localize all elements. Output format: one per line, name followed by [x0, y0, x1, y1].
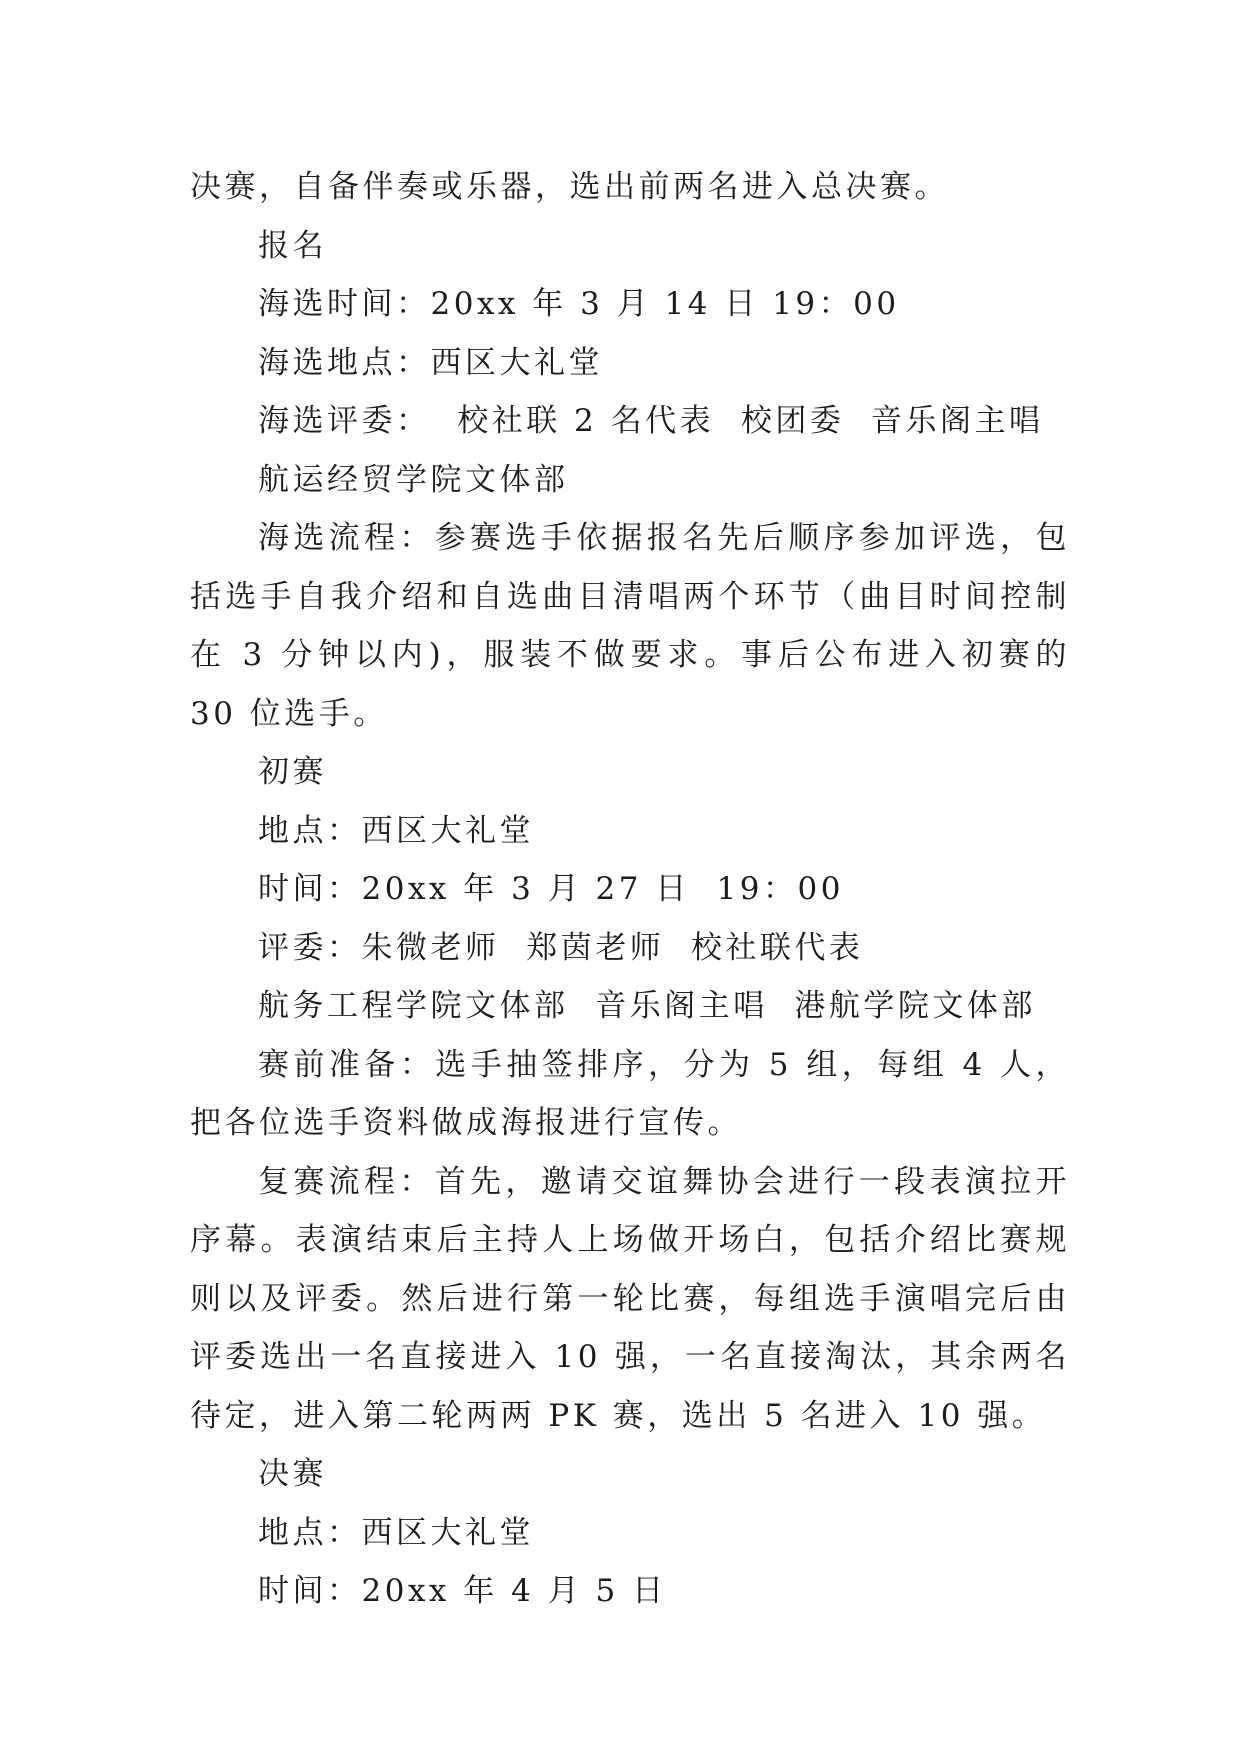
audition-judges-continued: 航运经贸学院文体部	[258, 461, 569, 498]
preliminary-judges-continued: 航务工程学院文体部 音乐阁主唱 港航学院文体部	[258, 988, 1036, 1024]
preliminary-location: 地点：西区大礼堂	[258, 812, 534, 849]
heading-registration: 报名	[258, 227, 327, 264]
paragraph-final-intro: 决赛，自备伴奏或乐器，选出前两名进入总决赛。	[190, 169, 949, 205]
preliminary-judges: 评委：朱微老师 郑茵老师 校社联代表	[258, 929, 864, 966]
final-time: 时间：20xx 年 4 月 5 日	[258, 1573, 667, 1609]
preliminary-preparation: 赛前准备：选手抽签排序，分为 5 组，每组 4 人，把各位选手资料做成海报进行宣传。	[190, 1046, 1070, 1141]
audition-location: 海选地点：西区大礼堂	[258, 344, 603, 381]
semifinal-process: 复赛流程：首先，邀请交谊舞协会进行一段表演拉开序幕。表演结束后主持人上场做开场白，包括介绍比赛规则以及评委。然后进行第一轮比赛，每组选手演唱完后由评委选出一名直接进入 10 强，一名直接淘汰，其余两名待定，进入第二轮两两 PK 赛，选出 5 名进入 10 强。	[190, 1163, 1070, 1434]
final-location: 地点：西区大礼堂	[258, 1514, 534, 1551]
document-body	[190, 158, 1084, 1621]
audition-time: 海选时间：20xx 年 3 月 14 日 19：00	[258, 286, 900, 322]
preliminary-time: 时间：20xx 年 3 月 27 日 19：00	[258, 871, 844, 907]
audition-process: 海选流程：参赛选手依据报名先后顺序参加评选，包括选手自我介绍和自选曲目清唱两个环节（曲目时间控制在 3 分钟以内)，服装不做要求。事后公布进入初赛的 30 位选手。	[190, 520, 1084, 732]
heading-final: 决赛	[258, 1456, 327, 1492]
audition-judges: 海选评委： 校社联 2 名代表 校团委 音乐阁主唱	[258, 403, 1044, 439]
heading-preliminary: 初赛	[258, 754, 327, 790]
